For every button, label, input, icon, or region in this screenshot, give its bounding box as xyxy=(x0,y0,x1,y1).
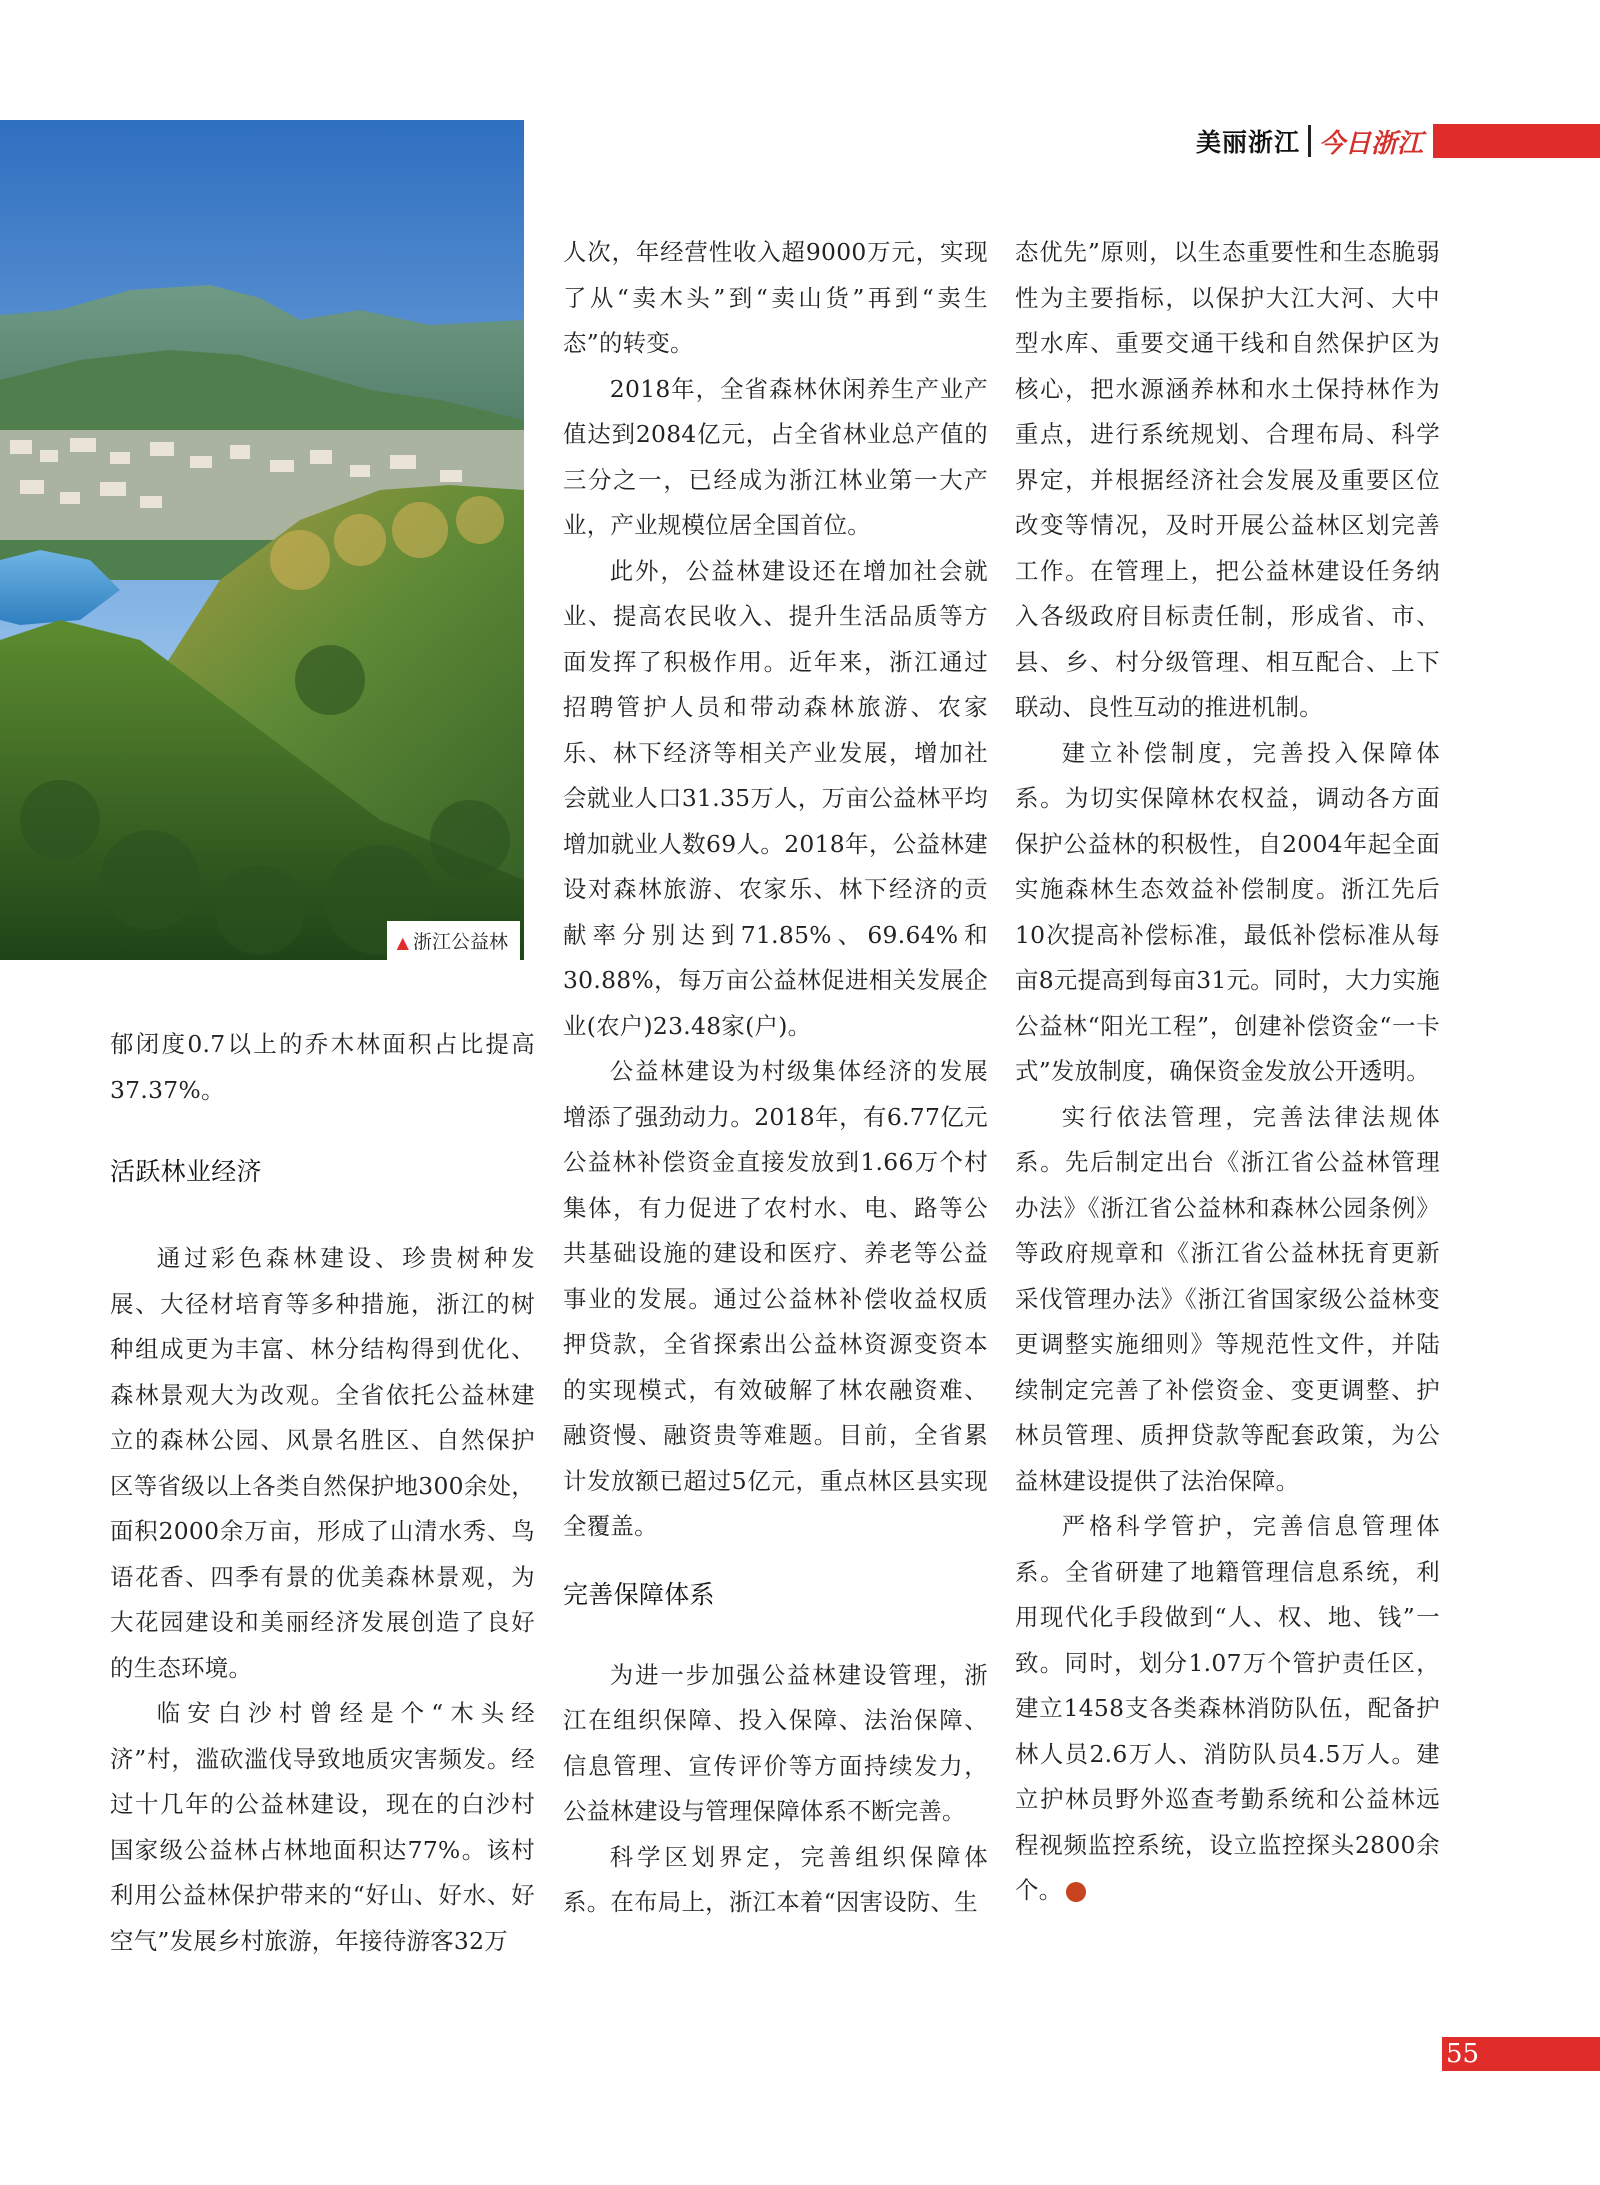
paragraph: 态优先”原则，以生态重要性和生态脆弱性为主要指标，以保护大江大河、大中型水库、重要交通干线和自然保护区为核心，把水源涵养林和水土保持林作为重点，进行系统规划、合理布局、科学界定，并根据经济社会发展及重要区位改变等情况，及时开展公益林区划完善工作。在管理上，把公益林建设任务纳入各级政府目标责任制，形成省、市、县、乡、村分级管理、相互配合、上下联动、良性互动的推进机制。 xyxy=(1015,238,1440,721)
paragraph: 科学区划界定，完善组织保障体系。在布局上，浙江本着“因害设防、生 xyxy=(563,1842,988,1916)
photo-caption xyxy=(387,921,520,960)
paragraph: 2018年，全省森林休闲养生产业产值达到2084亿元，占全省林业总产值的三分之一，已经成为浙江林业第一大产业，产业规模位居全国首位。 xyxy=(563,374,988,539)
paragraph: 此外，公益林建设还在增加社会就业、提高农民收入、提升生活品质等方面发挥了积极作用。近年来，浙江通过招聘管护人员和带动森林旅游、农家乐、林下经济等相关产业发展，增加社会就业人口31.35万人，万亩公益林平均增加就业人数69人。2018年，公益林建设对森林旅游、农家乐、林下经济的贡献率分别达到71.85%、69.64%和30.88%，每万亩公益林促进相关发展企业(农户)23.48家(户)。 xyxy=(563,556,988,1040)
paragraph: 公益林建设为村级集体经济的发展增添了强劲动力。2018年，有6.77亿元公益林补偿资金直接发放到1.66万个村集体，有力促进了农村水、电、路等公共基础设施的建设和医疗、养老等公益事业的发展。通过公益林补偿收益权质押贷款，全省探索出公益林资源变资本的实现模式，有效破解了林农融资难、融资慢、融资贵等难题。目前，全省累计发放额已超过5亿元，重点林区县实现全覆盖。 xyxy=(563,1057,988,1540)
page-header xyxy=(1196,124,1600,158)
paragraph-text: 严格科学管护，完善信息管理体系。全省研建了地籍管理信息系统，利用现代化手段做到“人、权、地、钱”一致。同时，划分1.07万个管护责任区，建立1458支各类森林消防队伍，配备护林人员2.6万人、消防队员4.5万人。建立护林员野外巡查考勤系统和公益林远程视频监控系统，设立监控探头2800余个。 xyxy=(1015,1512,1440,1904)
section-heading-safeguard: 完善保障体系 xyxy=(563,1579,715,1609)
paragraph: 郁闭度0.7以上的乔木林面积占比提高37.37%。 xyxy=(110,1030,535,1104)
header-divider xyxy=(1308,125,1311,157)
text-column-1 xyxy=(110,1022,535,1964)
paragraph: 临安白沙村曾经是个“木头经济”村，滥砍滥伐导致地质灾害频发。经过十几年的公益林建设，现在的白沙村国家级公益林占林地面积达77%。该村利用公益林保护带来的“好山、好水、好空气”发展乡村旅游，年接待游客32万 xyxy=(110,1699,535,1955)
caption-triangle-icon: ▲ xyxy=(396,933,409,952)
paragraph: 为进一步加强公益林建设管理，浙江在组织保障、投入保障、法治保障、信息管理、宣传评价等方面持续发力，公益林建设与管理保障体系不断完善。 xyxy=(563,1660,988,1825)
section-heading-economy: 活跃林业经济 xyxy=(110,1157,262,1186)
magazine-logo: 今日浙江 xyxy=(1318,128,1423,159)
header-red-bar xyxy=(1433,124,1600,158)
caption-text: 浙江公益林 xyxy=(412,931,508,953)
paragraph: 建立补偿制度，完善投入保障体系。为切实保障林农权益，调动各方面保护公益林的积极性，自2004年起全面实施森林生态效益补偿制度。浙江先后10次提高补偿标准，最低补偿标准从每亩8元提高到每亩31元。同时，大力实施公益林“阳光工程”，创建补偿资金“一卡式”发放制度，确保资金发放公开透明。 xyxy=(1015,738,1440,1085)
section-title: 美丽浙江 xyxy=(1195,128,1300,157)
text-column-2 xyxy=(563,230,988,1926)
paragraph-last xyxy=(1015,1504,1440,1914)
paragraph: 实行依法管理，完善法律法规体系。先后制定出台《浙江省公益林管理办法》《浙江省公益林和森林公园条例》等政府规章和《浙江省公益林抚育更新采伐管理办法》《浙江省国家级公益林变更调整实施细则》等规范性文件，并陆续制定完善了补偿资金、变更调整、护林员管理、质押贷款等配套政策，为公益林建设提供了法治保障。 xyxy=(1015,1102,1440,1495)
forest-landscape-image xyxy=(0,120,524,960)
paragraph: 人次，年经营性收入超9000万元，实现了从“卖木头”到“卖山货”再到“卖生态”的转变。 xyxy=(563,238,988,357)
text-column-3 xyxy=(1015,230,1440,1914)
forest-photo xyxy=(0,120,524,960)
page-number: 55 xyxy=(1446,2039,1480,2069)
end-mark-icon xyxy=(1066,1882,1086,1902)
footer-red-bar xyxy=(1442,2037,1600,2071)
paragraph: 通过彩色森林建设、珍贵树种发展、大径材培育等多种措施，浙江的树种组成更为丰富、林分结构得到优化、森林景观大为改观。全省依托公益林建立的森林公园、风景名胜区、自然保护区等省级以上各类自然保护地300余处，面积2000余万亩，形成了山清水秀、鸟语花香、四季有景的优美森林景观，为大花园建设和美丽经济发展创造了良好的生态环境。 xyxy=(110,1244,535,1682)
